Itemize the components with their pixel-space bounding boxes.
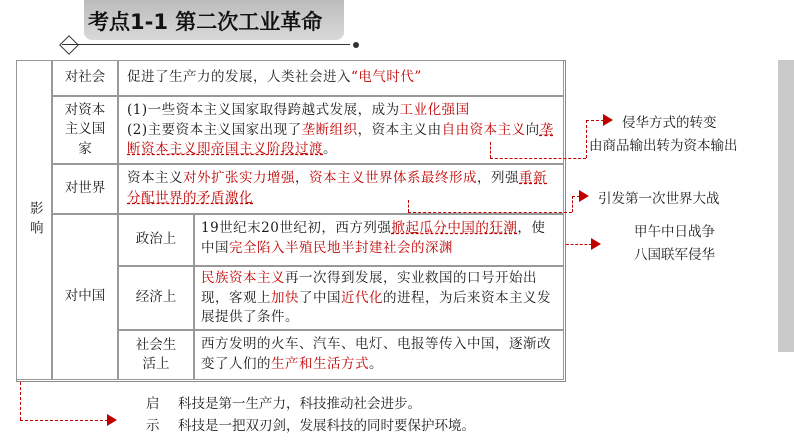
row-text-capitalism xyxy=(118,96,564,164)
china-label-economy: 经济上 xyxy=(118,266,194,330)
connector-4-line xyxy=(20,420,108,421)
capitalism-line1: (1)一些资本主义国家取得跨越式发展，成为 xyxy=(127,102,400,118)
world-highlight-system: 资本主义世界体系最终形成 xyxy=(309,170,477,186)
insight-line-1: 科技是第一生产力，科技推动社会进步。 xyxy=(178,396,421,412)
row-label-world: 对世界 xyxy=(52,164,118,214)
world-comma: ， xyxy=(295,170,309,186)
world-highlight-expansion: 对外扩张实力增强 xyxy=(183,170,295,186)
insight-label-1: 启 xyxy=(146,396,160,412)
connector-1-top xyxy=(586,120,604,121)
connector-2-base xyxy=(408,212,572,213)
china-text-social-life xyxy=(194,330,564,380)
capitalism-line2: (2)主要资本主义国家出现了 xyxy=(127,121,302,138)
politics-text-china: ，使中国 xyxy=(201,220,546,256)
row-label-china: 对中国 xyxy=(52,214,118,380)
politics-text: 19世纪末20世纪初，西方列强 xyxy=(201,220,392,236)
page-title: 考点1-1 第二次工业革命 xyxy=(88,10,323,34)
china-label-politics: 政治上 xyxy=(118,214,194,266)
row-text-world xyxy=(118,164,564,214)
world-text: 资本主义 xyxy=(127,170,183,186)
capitalism-period: 。 xyxy=(323,141,337,157)
note-invasion-line2: 由商品输出转为资本输出 xyxy=(589,138,738,154)
capitalism-highlight-free: 自由资本主义 xyxy=(441,121,526,138)
economy-text-end: 的进程，为后来资本主义发展提供了条件。 xyxy=(201,289,551,325)
capitalism-text: ，资本主义由 xyxy=(357,121,442,138)
capitalism-highlight-imperialism: 垄断资本主义即帝国主义阶段过渡 xyxy=(127,121,554,157)
connector-4-drop xyxy=(20,382,21,420)
economy-text-china: 了中国 xyxy=(299,289,341,306)
connector-1-rise xyxy=(586,120,587,158)
connector-1-drop xyxy=(490,142,491,158)
connector-1-base xyxy=(490,158,586,159)
connector-2-rise xyxy=(572,196,573,212)
society-text: 促进了生产力的发展，人类社会进入 xyxy=(127,69,351,85)
social-life-text: 西方发明的火车、汽车、电灯、电报等传入中国，逐渐改变了人们的 xyxy=(201,336,551,372)
insight-line-2: 科技是一把双刃剑，发展科技的同时要保护环境。 xyxy=(178,418,475,434)
society-highlight: “电气时代” xyxy=(351,69,422,85)
ornament-dot-right xyxy=(353,42,359,48)
world-highlight-conflict: 重新分配世界的矛盾激化 xyxy=(127,170,547,206)
row-label-capitalism: 对资本主义国家 xyxy=(52,96,118,164)
connector-2-arrow xyxy=(579,190,589,202)
economy-text: 再一次得到发展，实业救国的口号开始出现，客观上 xyxy=(201,270,537,306)
economy-highlight-accelerate: 加快 xyxy=(271,289,299,306)
note-wars-line1: 甲午中日战争 xyxy=(634,224,715,240)
ornament-diamond-left xyxy=(59,35,79,55)
title-divider xyxy=(62,44,350,45)
china-label-social-life: 社会生活上 xyxy=(118,330,194,380)
social-life-period: 。 xyxy=(369,355,383,372)
politics-highlight-semicolonial: 完全陷入半殖民地半封建社会的深渊 xyxy=(229,239,453,256)
influence-label: 影响 xyxy=(16,60,52,380)
note-invasion-line1: 侵华方式的转变 xyxy=(622,115,717,131)
insight-label-2: 示 xyxy=(146,418,160,434)
row-text-society xyxy=(118,60,564,96)
side-tab xyxy=(778,60,794,352)
capitalism-text-to: 向 xyxy=(525,121,540,138)
connector-3-line xyxy=(566,244,592,245)
connector-4-arrow xyxy=(107,414,117,426)
connector-1-arrow xyxy=(603,114,613,126)
politics-highlight-partition: 掀起瓜分中国的狂潮 xyxy=(391,220,518,236)
capitalism-highlight-monopoly: 垄断组织 xyxy=(301,121,358,138)
china-text-economy xyxy=(194,266,564,330)
note-world-war: 引发第一次世界大战 xyxy=(598,191,720,207)
china-text-politics xyxy=(194,214,564,266)
economy-highlight-national: 民族资本主义 xyxy=(201,270,285,286)
connector-2-drop xyxy=(408,200,409,212)
social-life-highlight: 生产和生活方式 xyxy=(271,355,369,372)
row-label-society: 对社会 xyxy=(52,60,118,96)
world-text-powers: ，列强 xyxy=(477,170,519,186)
economy-highlight-modernization: 近代化 xyxy=(341,289,383,306)
connector-3-arrow xyxy=(591,238,601,250)
note-wars-line2: 八国联军侵华 xyxy=(634,247,715,263)
capitalism-highlight-industrial: 工业化强国 xyxy=(399,102,470,118)
